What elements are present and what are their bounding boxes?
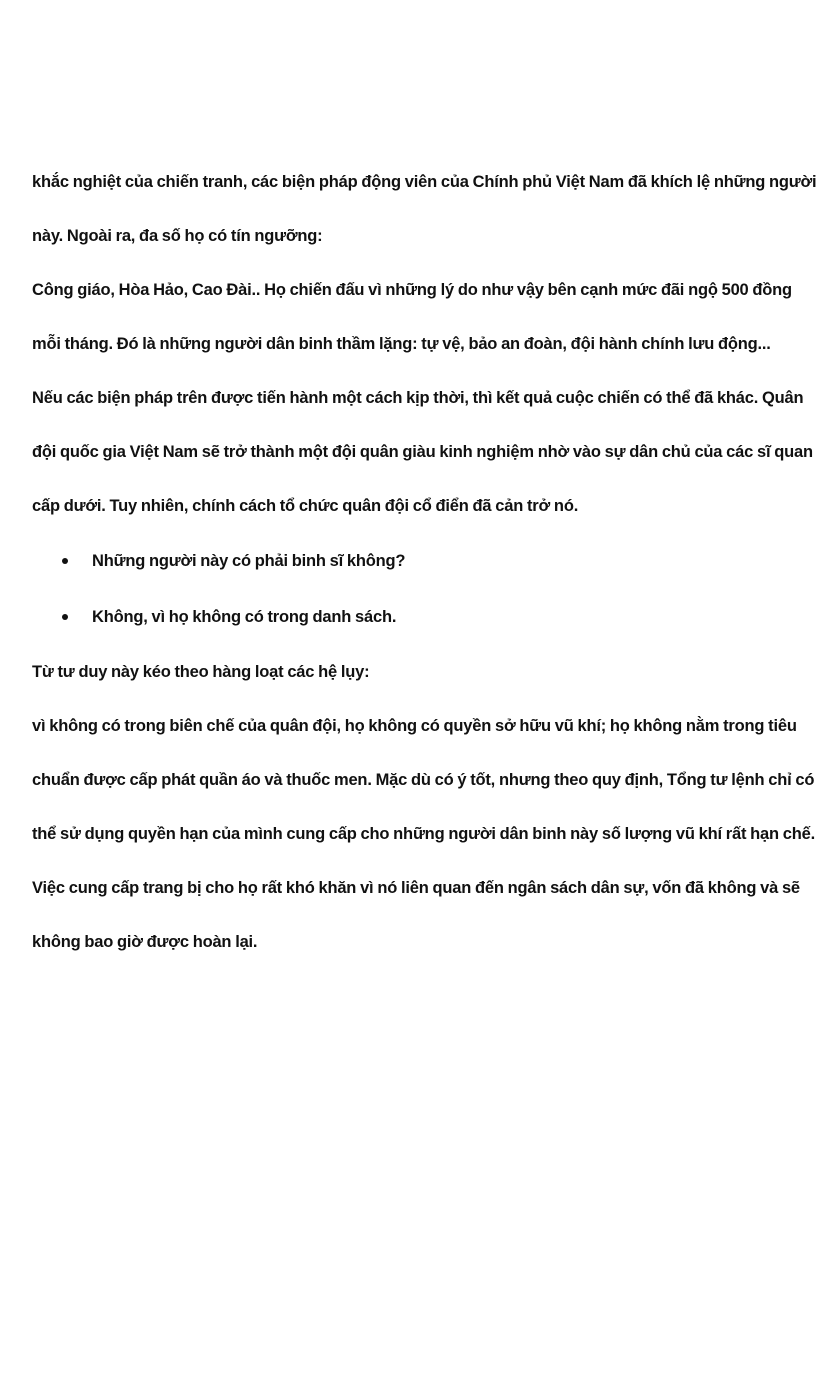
text-line: cấp dưới. Tuy nhiên, chính cách tổ chức quân đội cổ điển đã cản trở nó. <box>32 497 579 515</box>
bullet-dot-icon <box>62 614 68 620</box>
text-line: Công giáo, Hòa Hảo, Cao Đài.. Họ chiến đấu vì những lý do như vậy bên cạnh mức đãi ngộ 500 đồng <box>32 281 792 299</box>
bullet-text: Những người này có phải binh sĩ không? <box>92 552 406 570</box>
text-line: đội quốc gia Việt Nam sẽ trở thành một đội quân giàu kinh nghiệm nhờ vào sự dân chủ của các sĩ quan <box>32 443 813 461</box>
bullet-item <box>32 589 792 645</box>
text-line: không bao giờ được hoàn lại. <box>32 933 258 951</box>
bullet-text: Không, vì họ không có trong danh sách. <box>92 608 397 626</box>
text-line: vì không có trong biên chế của quân đội, họ không có quyền sở hữu vũ khí; họ không nằm trong tiêu <box>32 717 797 735</box>
bullet-list <box>32 533 792 645</box>
text-line: khắc nghiệt của chiến tranh, các biện pháp động viên của Chính phủ Việt Nam đã khích lệ những người <box>32 173 817 191</box>
text-line: Từ tư duy này kéo theo hàng loạt các hệ lụy: <box>32 663 370 681</box>
text-line: Nếu các biện pháp trên được tiến hành một cách kịp thời, thì kết quả cuộc chiến có thể đã khác. Quân <box>32 389 804 407</box>
bullet-item <box>32 533 792 589</box>
text-line: thể sử dụng quyền hạn của mình cung cấp cho những người dân binh này số lượng vũ khí rất hạn chế. <box>32 825 815 843</box>
bullet-dot-icon <box>62 558 68 564</box>
text-line: mỗi tháng. Đó là những người dân binh thầm lặng: tự vệ, bảo an đoàn, đội hành chính lưu động... <box>32 335 771 353</box>
text-line: chuẩn được cấp phát quần áo và thuốc men. Mặc dù có ý tốt, nhưng theo quy định, Tổng tư lệnh chỉ có <box>32 771 815 789</box>
text-line: này. Ngoài ra, đa số họ có tín ngưỡng: <box>32 227 323 245</box>
document-body <box>32 155 817 969</box>
text-line: Việc cung cấp trang bị cho họ rất khó khăn vì nó liên quan đến ngân sách dân sự, vốn đã không và sẽ <box>32 879 800 897</box>
